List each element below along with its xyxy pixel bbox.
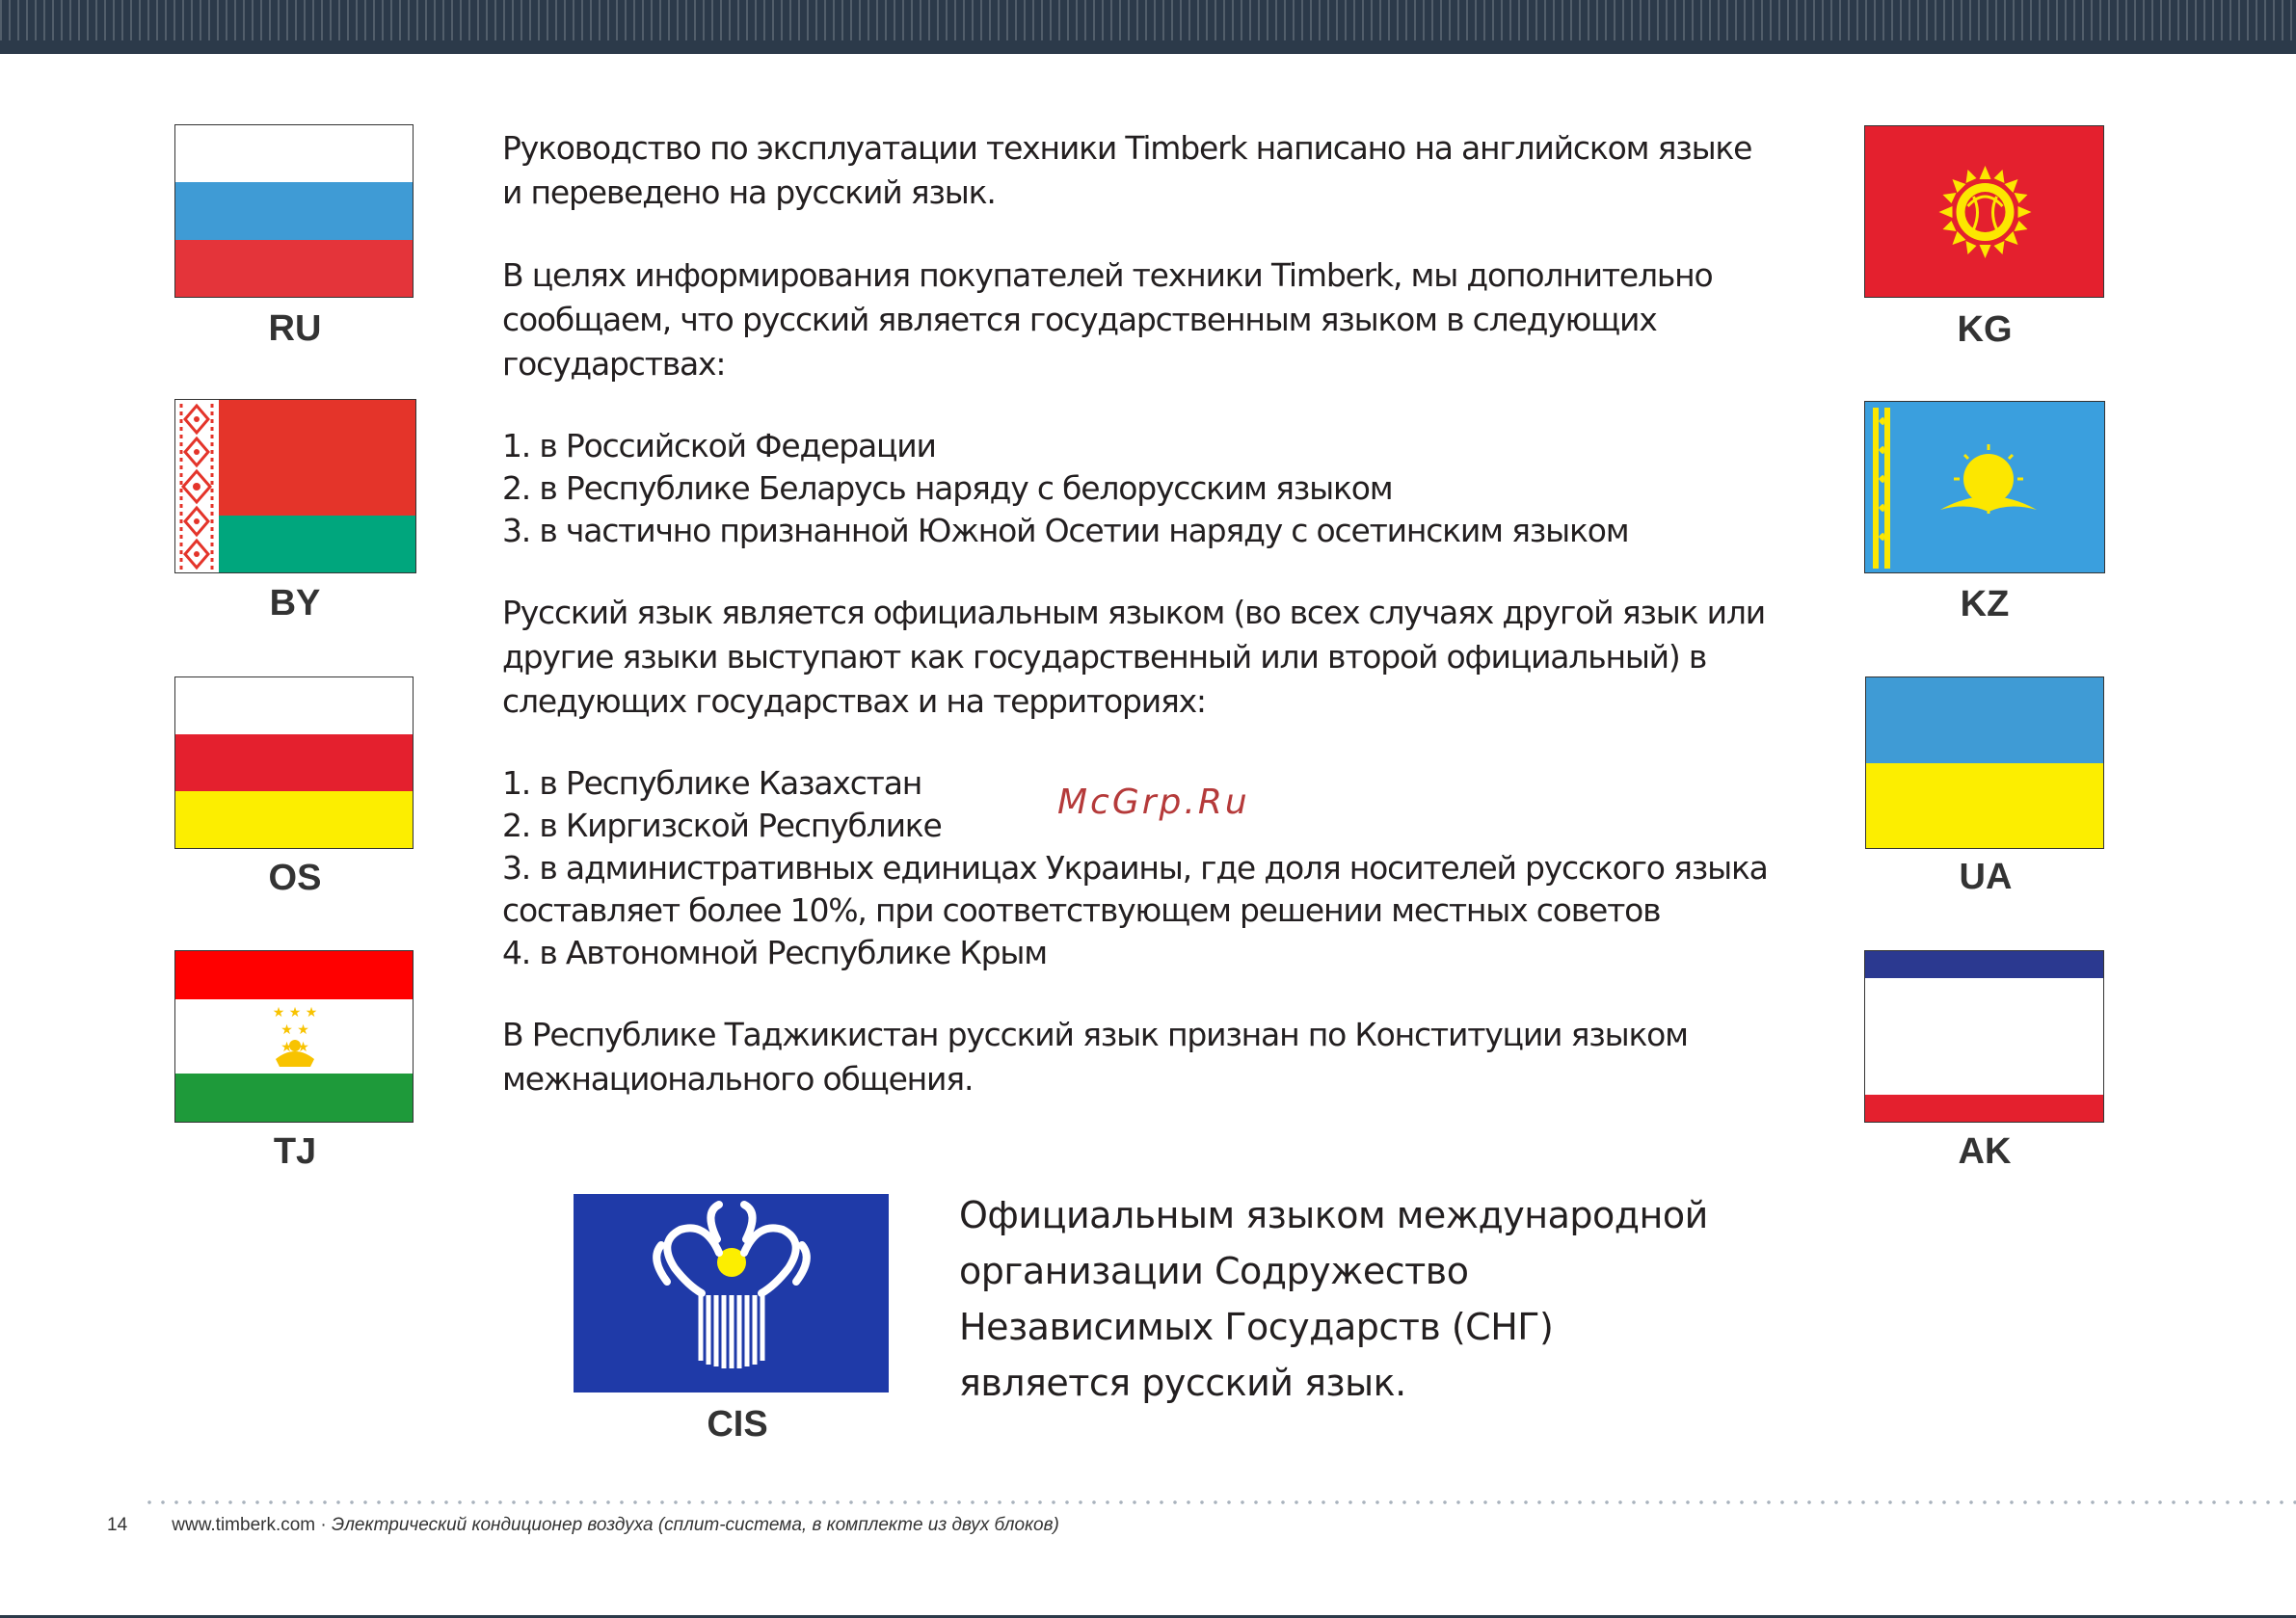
sun-icon [1865,126,2104,298]
flag-tj [174,950,414,1123]
flag-os [174,676,414,849]
kz-emblem-icon [1865,402,2105,573]
flag-kg [1864,125,2104,298]
flag-by [174,399,416,573]
header-bar [0,0,2296,54]
footer-site-link[interactable]: www.timberk.com [172,1515,316,1535]
flag-code-cis: CIS [707,1404,768,1445]
flag-ru [174,124,414,298]
footer-separator: · [320,1515,327,1535]
flag-ak [1864,950,2104,1123]
flag-cis [574,1194,889,1393]
footer [107,1515,1059,1536]
flag-code-kg: KG [1957,309,2013,350]
flag-ua [1865,676,2104,849]
flag-code-os: OS [268,858,322,898]
page-number: 14 [107,1515,128,1535]
flag-code-tj: TJ [273,1131,317,1172]
list-state-language: 1. в Российской Федерации 2. в Республике Беларусь наряду с белорусским языком 3. в частично признанной Южной Осетии наряду с осетинским языком [502,427,1629,549]
svg-text:★ ★ ★: ★ ★ ★ [272,1005,318,1021]
paragraph-intro: Руководство по эксплуатации техники Timberk написано на английском языке и переведено на русский язык. [502,129,1752,211]
watermark: McGrp.Ru [1057,782,1250,822]
flag-code-ua: UA [1959,857,2013,897]
paragraph-info: В целях информирования покупателей техники Timberk, мы дополнительно сообщаем, что русский является государственным языком в следующих государствах: [502,256,1713,383]
cis-emblem-icon [574,1195,889,1393]
list-official-language: 1. в Республике Казахстан 2. в Киргизской Республике 3. в административных единицах Украины, где доля носителей русского языка составляет более 10%, при соответствующем решении местных советов 4. в Автономной Республике Крым [502,764,1768,971]
main-text [502,126,1768,1101]
svg-text:★ ★: ★ ★ [280,1022,309,1038]
paragraph-tajikistan: В Республике Таджикистан русский язык признан по Конституции языком межнационального общения. [502,1016,1688,1098]
flag-code-by: BY [269,583,321,623]
crown-stars-icon [175,951,414,1123]
flag-code-kz: KZ [1960,584,2010,624]
flag-code-ak: AK [1958,1131,2012,1172]
flag-kz [1864,401,2105,573]
footer-description: Электрический кондиционер воздуха (сплит-система, в комплекте из двух блоков) [332,1515,1059,1535]
cis-text: Официальным языком международной организации Содружество Независимых Государств (СНГ) является русский язык. [959,1194,1708,1404]
paragraph-official: Русский язык является официальным языком (во всех случаях другой язык или другие языки выступают как государственный или второй официальный) в следующих государствах и на территориях: [502,594,1765,720]
footer-divider [143,1500,2296,1504]
flag-code-ru: RU [268,308,322,349]
belarus-ornament-icon [175,400,219,573]
svg-text:★ ★: ★ ★ [280,1040,309,1055]
